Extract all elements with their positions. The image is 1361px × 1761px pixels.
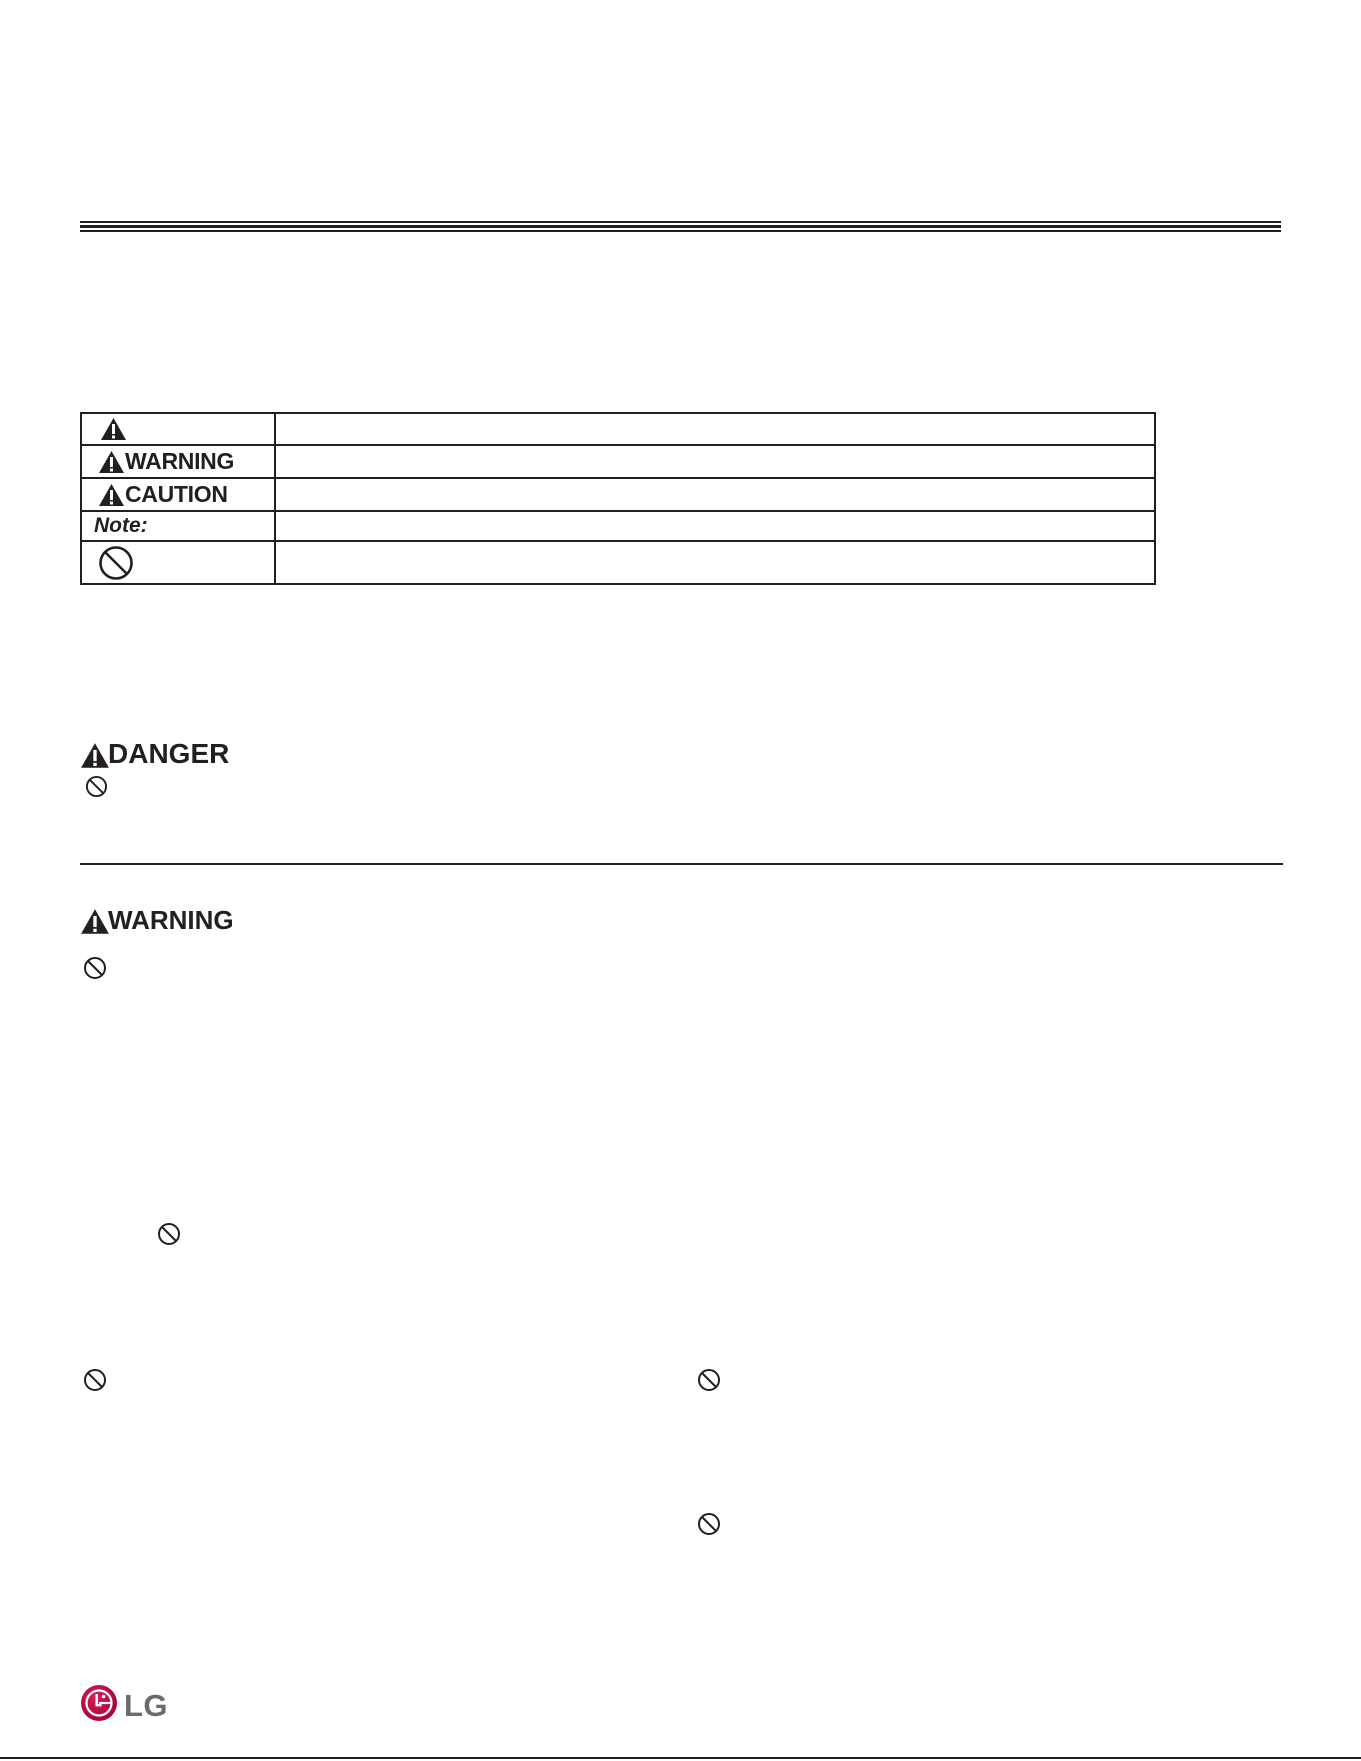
prohibited-icon [83,1368,107,1397]
caution-triangle-icon [98,483,125,507]
legend-label-note: Note: [94,514,148,537]
legend-row-danger [81,413,1155,445]
legend-description [275,478,1155,511]
legend-row-note [81,511,1155,541]
legend-row-prohibited [81,541,1155,584]
lg-face-icon [80,1684,118,1727]
warning-triangle-icon [80,908,107,932]
danger-triangle-icon [80,742,107,766]
lg-logo [80,1684,168,1727]
legend-description [275,445,1155,478]
prohibited-icon [85,775,108,803]
danger-triangle-icon [100,417,127,441]
header-rule [80,221,1281,232]
section-divider [80,863,1283,865]
warning-label: WARNING [108,905,234,935]
warning-triangle-icon [98,450,125,474]
legend-label-caution: CAUTION [125,481,228,507]
legend-row-caution [81,478,1155,511]
prohibited-icon [697,1368,721,1397]
danger-heading [80,740,229,768]
footer-rule [0,1757,1361,1759]
warning-heading [80,907,234,933]
prohibited-icon [157,1222,181,1251]
legend-row-warning [81,445,1155,478]
prohibited-icon [98,545,134,581]
danger-label: DANGER [108,738,230,769]
legend-label-warning: WARNING [125,448,235,474]
prohibited-icon [83,956,107,985]
legend-description [275,511,1155,541]
prohibited-icon [697,1512,721,1541]
lg-wordmark: LG [124,1688,169,1723]
legend-description [275,541,1155,584]
legend-description [275,413,1155,445]
symbol-legend-table [80,412,1156,585]
